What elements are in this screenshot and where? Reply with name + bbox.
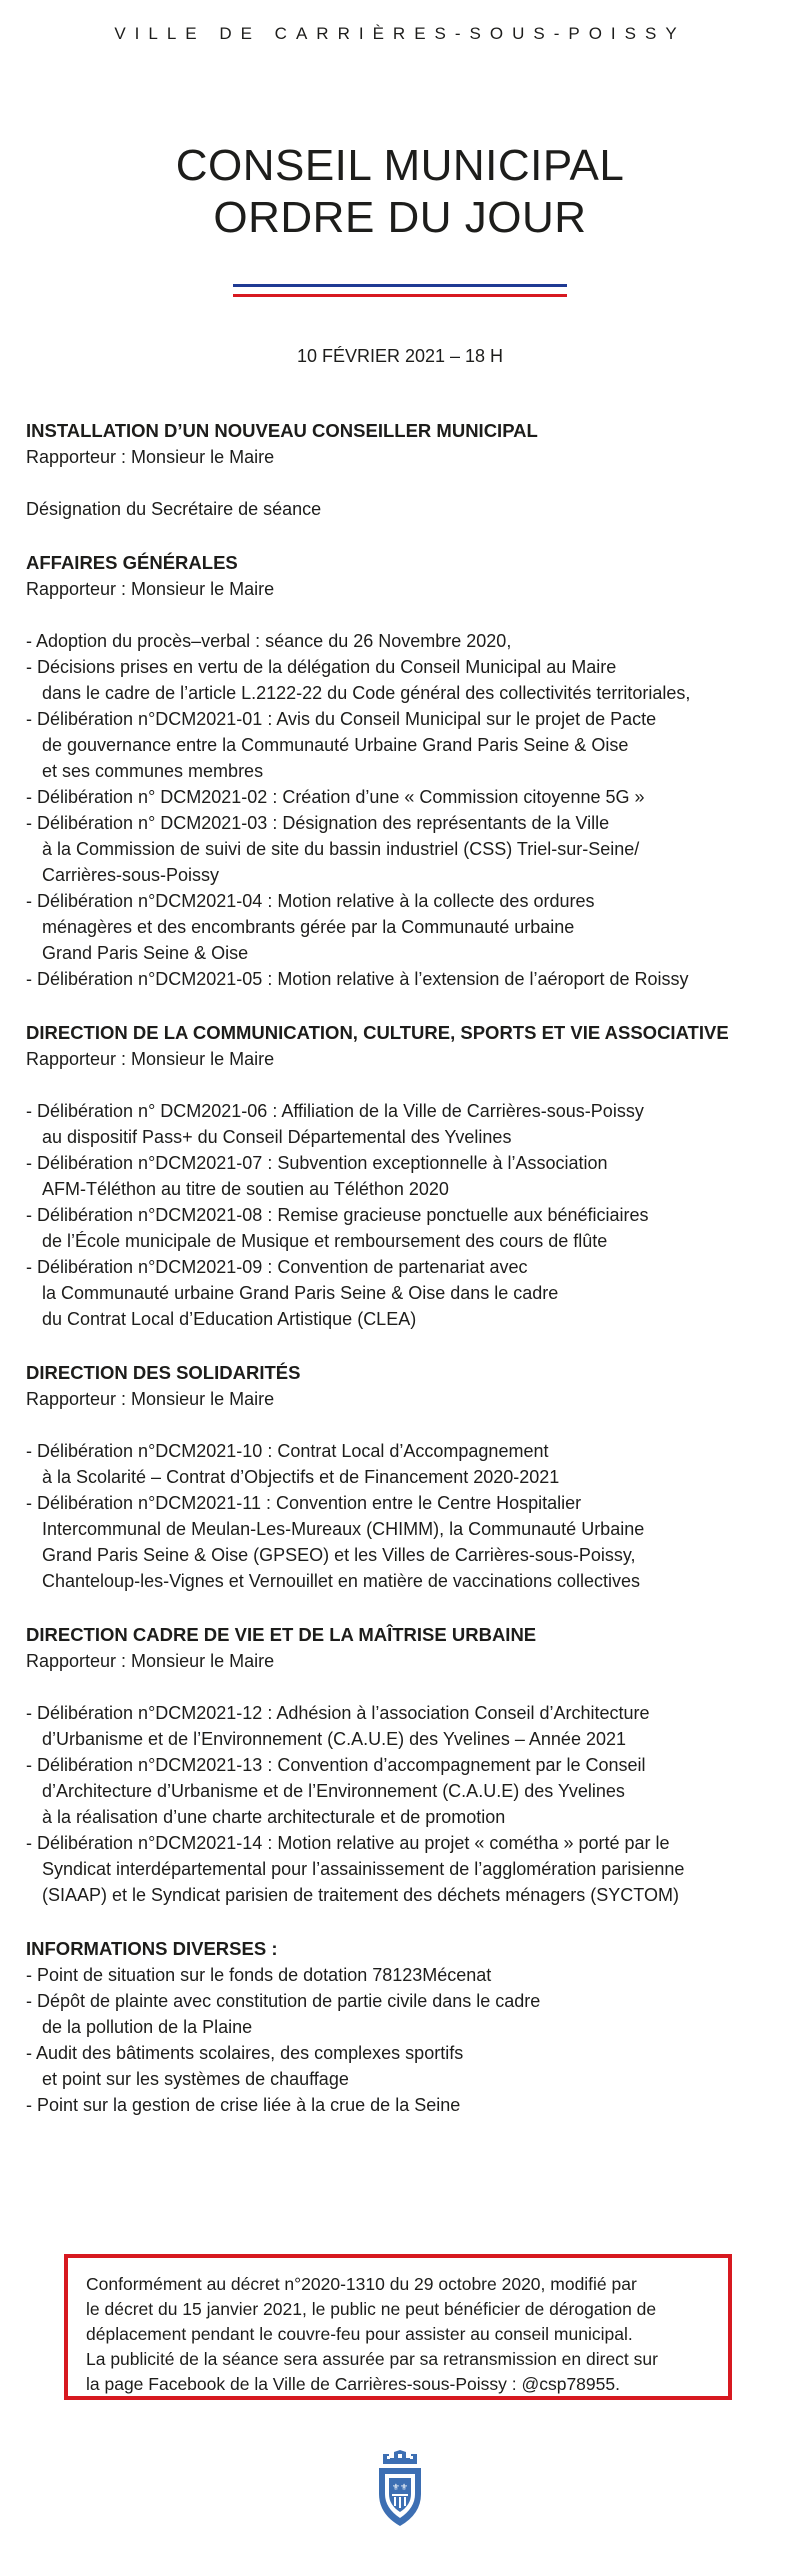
agenda-item bbox=[26, 628, 786, 654]
notice-line: Conformément au décret n°2020-1310 du 29 octobre 2020, modifié par bbox=[86, 2274, 637, 2294]
town-crest-icon bbox=[375, 2450, 425, 2530]
agenda-item bbox=[26, 1098, 786, 1150]
agenda-item bbox=[26, 1150, 786, 1202]
agenda-item-line: - Adoption du procès–verbal : séance du 26 Novembre 2020, bbox=[26, 631, 512, 651]
agenda-item bbox=[26, 888, 786, 966]
agenda-item-line: d’Urbanisme et de l’Environnement (C.A.U.E) des Yvelines – Année 2021 bbox=[42, 1729, 626, 1749]
tricolor-red-stripe bbox=[233, 294, 567, 297]
agenda-item-line: - Délibération n°DCM2021-12 : Adhésion à l’association Conseil d’Architecture bbox=[26, 1703, 650, 1723]
agenda-item bbox=[26, 2092, 786, 2118]
section-title: AFFAIRES GÉNÉRALES bbox=[26, 552, 238, 573]
title-line-1: CONSEIL MUNICIPAL bbox=[175, 141, 625, 190]
tricolor-white-stripe bbox=[233, 289, 567, 292]
section-title: DIRECTION CADRE DE VIE ET DE LA MAÎTRISE URBAINE bbox=[26, 1624, 537, 1645]
agenda-item bbox=[26, 1700, 786, 1752]
agenda-item bbox=[26, 966, 786, 992]
agenda-section bbox=[26, 1622, 786, 1908]
agenda-item bbox=[26, 706, 786, 784]
agenda-item-line: à la réalisation d’une charte architecturale et de promotion bbox=[42, 1807, 506, 1827]
agenda-item-line: Intercommunal de Meulan-Les-Mureaux (CHIMM), la Communauté Urbaine bbox=[42, 1519, 645, 1539]
tricolor-blue-stripe bbox=[233, 284, 567, 287]
agenda-item bbox=[26, 1962, 786, 1988]
agenda-item-line: de gouvernance entre la Communauté Urbaine Grand Paris Seine & Oise bbox=[42, 735, 629, 755]
agenda-item-list bbox=[26, 1962, 786, 2118]
agenda-item-list bbox=[26, 1438, 786, 1594]
agenda-item-line: - Délibération n° DCM2021-02 : Création d’une « Commission citoyenne 5G » bbox=[26, 787, 645, 807]
agenda-item-line: et ses communes membres bbox=[42, 761, 264, 781]
agenda-item bbox=[26, 1752, 786, 1830]
agenda-item bbox=[26, 1830, 786, 1908]
agenda-item-line: - Délibération n°DCM2021-05 : Motion relative à l’extension de l’aéroport de Roissy bbox=[26, 969, 689, 989]
agenda-item-line: - Délibération n°DCM2021-10 : Contrat Local d’Accompagnement bbox=[26, 1441, 549, 1461]
agenda-item-line: - Délibération n°DCM2021-01 : Avis du Conseil Municipal sur le projet de Pacte bbox=[26, 709, 657, 729]
agenda-item-line: ménagères et des encombrants gérée par la Communauté urbaine bbox=[42, 917, 575, 937]
town-name: VILLE DE CARRIÈRES-SOUS-POISSY bbox=[114, 24, 686, 43]
agenda-item-line: à la Commission de suivi de site du bassin industriel (CSS) Triel-sur-Seine/ bbox=[42, 839, 640, 859]
covid-notice-box bbox=[64, 2254, 732, 2400]
section-rapporteur: Rapporteur : Monsieur le Maire bbox=[26, 447, 275, 467]
agenda-item-line: Grand Paris Seine & Oise (GPSEO) et les Villes de Carrières-sous-Poissy, bbox=[42, 1545, 636, 1565]
agenda-item-line: Syndicat interdépartemental pour l’assainissement de l’agglomération parisienne bbox=[42, 1859, 685, 1879]
page-title bbox=[0, 140, 800, 244]
agenda-section bbox=[26, 418, 786, 522]
agenda-item-line: - Délibération n°DCM2021-08 : Remise gracieuse ponctuelle aux bénéficiaires bbox=[26, 1205, 649, 1225]
agenda-section bbox=[26, 1020, 786, 1332]
section-title: DIRECTION DE LA COMMUNICATION, CULTURE, SPORTS ET VIE ASSOCIATIVE bbox=[26, 1022, 729, 1043]
agenda-body bbox=[26, 418, 786, 2146]
agenda-item-line: - Délibération n°DCM2021-14 : Motion relative au projet « cométha » porté par le bbox=[26, 1833, 670, 1853]
agenda-item-line: - Délibération n°DCM2021-07 : Subvention exceptionnelle à l’Association bbox=[26, 1153, 608, 1173]
agenda-item-line: Grand Paris Seine & Oise bbox=[42, 943, 249, 963]
agenda-item-line: - Délibération n° DCM2021-06 : Affiliation de la Ville de Carrières-sous-Poissy bbox=[26, 1101, 644, 1121]
agenda-section bbox=[26, 550, 786, 992]
meeting-date: 10 FÉVRIER 2021 – 18 H bbox=[296, 346, 504, 366]
section-rapporteur: Rapporteur : Monsieur le Maire bbox=[26, 1049, 275, 1069]
agenda-item-line: (SIAAP) et le Syndicat parisien de traitement des déchets ménagers (SYCTOM) bbox=[42, 1885, 679, 1905]
agenda-item-list bbox=[26, 1700, 786, 1908]
agenda-item-line: la Communauté urbaine Grand Paris Seine & Oise dans le cadre bbox=[42, 1283, 559, 1303]
agenda-item-line: - Délibération n°DCM2021-04 : Motion relative à la collecte des ordures bbox=[26, 891, 595, 911]
agenda-item bbox=[26, 784, 786, 810]
title-line-2: ORDRE DU JOUR bbox=[213, 193, 587, 242]
agenda-item-line: au dispositif Pass+ du Conseil Départemental des Yvelines bbox=[42, 1127, 512, 1147]
section-title: DIRECTION DES SOLIDARITÉS bbox=[26, 1362, 301, 1383]
svg-text:⚜⚜: ⚜⚜ bbox=[391, 2483, 409, 2493]
section-rapporteur: Rapporteur : Monsieur le Maire bbox=[26, 1389, 275, 1409]
agenda-item-line: à la Scolarité – Contrat d’Objectifs et de Financement 2020-2021 bbox=[42, 1467, 560, 1487]
agenda-item-line: - Point de situation sur le fonds de dotation 78123Mécenat bbox=[26, 1965, 492, 1985]
agenda-item bbox=[26, 1254, 786, 1332]
tricolor-divider bbox=[233, 284, 567, 298]
agenda-item-line: - Délibération n°DCM2021-13 : Convention d’accompagnement par le Conseil bbox=[26, 1755, 646, 1775]
agenda-section bbox=[26, 1360, 786, 1594]
section-title: INSTALLATION D’UN NOUVEAU CONSEILLER MUNICIPAL bbox=[26, 420, 538, 441]
agenda-item bbox=[26, 1490, 786, 1594]
agenda-item-line: Chanteloup-les-Vignes et Vernouillet en matière de vaccinations collectives bbox=[42, 1571, 641, 1591]
agenda-item-line: de la pollution de la Plaine bbox=[42, 2017, 253, 2037]
agenda-item bbox=[26, 1988, 786, 2040]
agenda-item-line: - Audit des bâtiments scolaires, des complexes sportifs bbox=[26, 2043, 464, 2063]
agenda-item-list bbox=[26, 1098, 786, 1332]
section-note: Désignation du Secrétaire de séance bbox=[26, 499, 322, 519]
agenda-item-line: et point sur les systèmes de chauffage bbox=[42, 2069, 349, 2089]
notice-line: La publicité de la séance sera assurée par sa retransmission en direct sur bbox=[86, 2349, 658, 2369]
agenda-item bbox=[26, 654, 786, 706]
agenda-item-list bbox=[26, 628, 786, 992]
agenda-item bbox=[26, 1438, 786, 1490]
agenda-item-line: - Délibération n° DCM2021-03 : Désignation des représentants de la Ville bbox=[26, 813, 610, 833]
agenda-section bbox=[26, 1936, 786, 2118]
section-title: INFORMATIONS DIVERSES : bbox=[26, 1938, 278, 1959]
agenda-item-line: - Point sur la gestion de crise liée à la crue de la Seine bbox=[26, 2095, 461, 2115]
notice-line: la page Facebook de la Ville de Carrières-sous-Poissy : @csp78955. bbox=[86, 2374, 620, 2394]
agenda-item-line: - Délibération n°DCM2021-11 : Convention entre le Centre Hospitalier bbox=[26, 1493, 582, 1513]
notice-line: le décret du 15 janvier 2021, le public ne peut bénéficier de dérogation de bbox=[86, 2299, 657, 2319]
agenda-item bbox=[26, 2040, 786, 2092]
agenda-item-line: du Contrat Local d’Education Artistique (CLEA) bbox=[42, 1309, 417, 1329]
agenda-item-line: Carrières-sous-Poissy bbox=[42, 865, 220, 885]
agenda-item bbox=[26, 810, 786, 888]
agenda-item-line: AFM-Téléthon au titre de soutien au Téléthon 2020 bbox=[42, 1179, 449, 1199]
agenda-item-line: - Décisions prises en vertu de la délégation du Conseil Municipal au Maire bbox=[26, 657, 617, 677]
agenda-item-line: - Dépôt de plainte avec constitution de partie civile dans le cadre bbox=[26, 1991, 541, 2011]
agenda-item-line: d’Architecture d’Urbanisme et de l’Environnement (C.A.U.E) des Yvelines bbox=[42, 1781, 625, 1801]
section-rapporteur: Rapporteur : Monsieur le Maire bbox=[26, 579, 275, 599]
section-rapporteur: Rapporteur : Monsieur le Maire bbox=[26, 1651, 275, 1671]
notice-line: déplacement pendant le couvre-feu pour assister au conseil municipal. bbox=[86, 2324, 633, 2344]
agenda-item-line: de l’École municipale de Musique et remboursement des cours de flûte bbox=[42, 1231, 608, 1251]
agenda-item bbox=[26, 1202, 786, 1254]
agenda-item-line: - Délibération n°DCM2021-09 : Convention de partenariat avec bbox=[26, 1257, 528, 1277]
agenda-item-line: dans le cadre de l’article L.2122-22 du Code général des collectivités territoriales, bbox=[42, 683, 691, 703]
